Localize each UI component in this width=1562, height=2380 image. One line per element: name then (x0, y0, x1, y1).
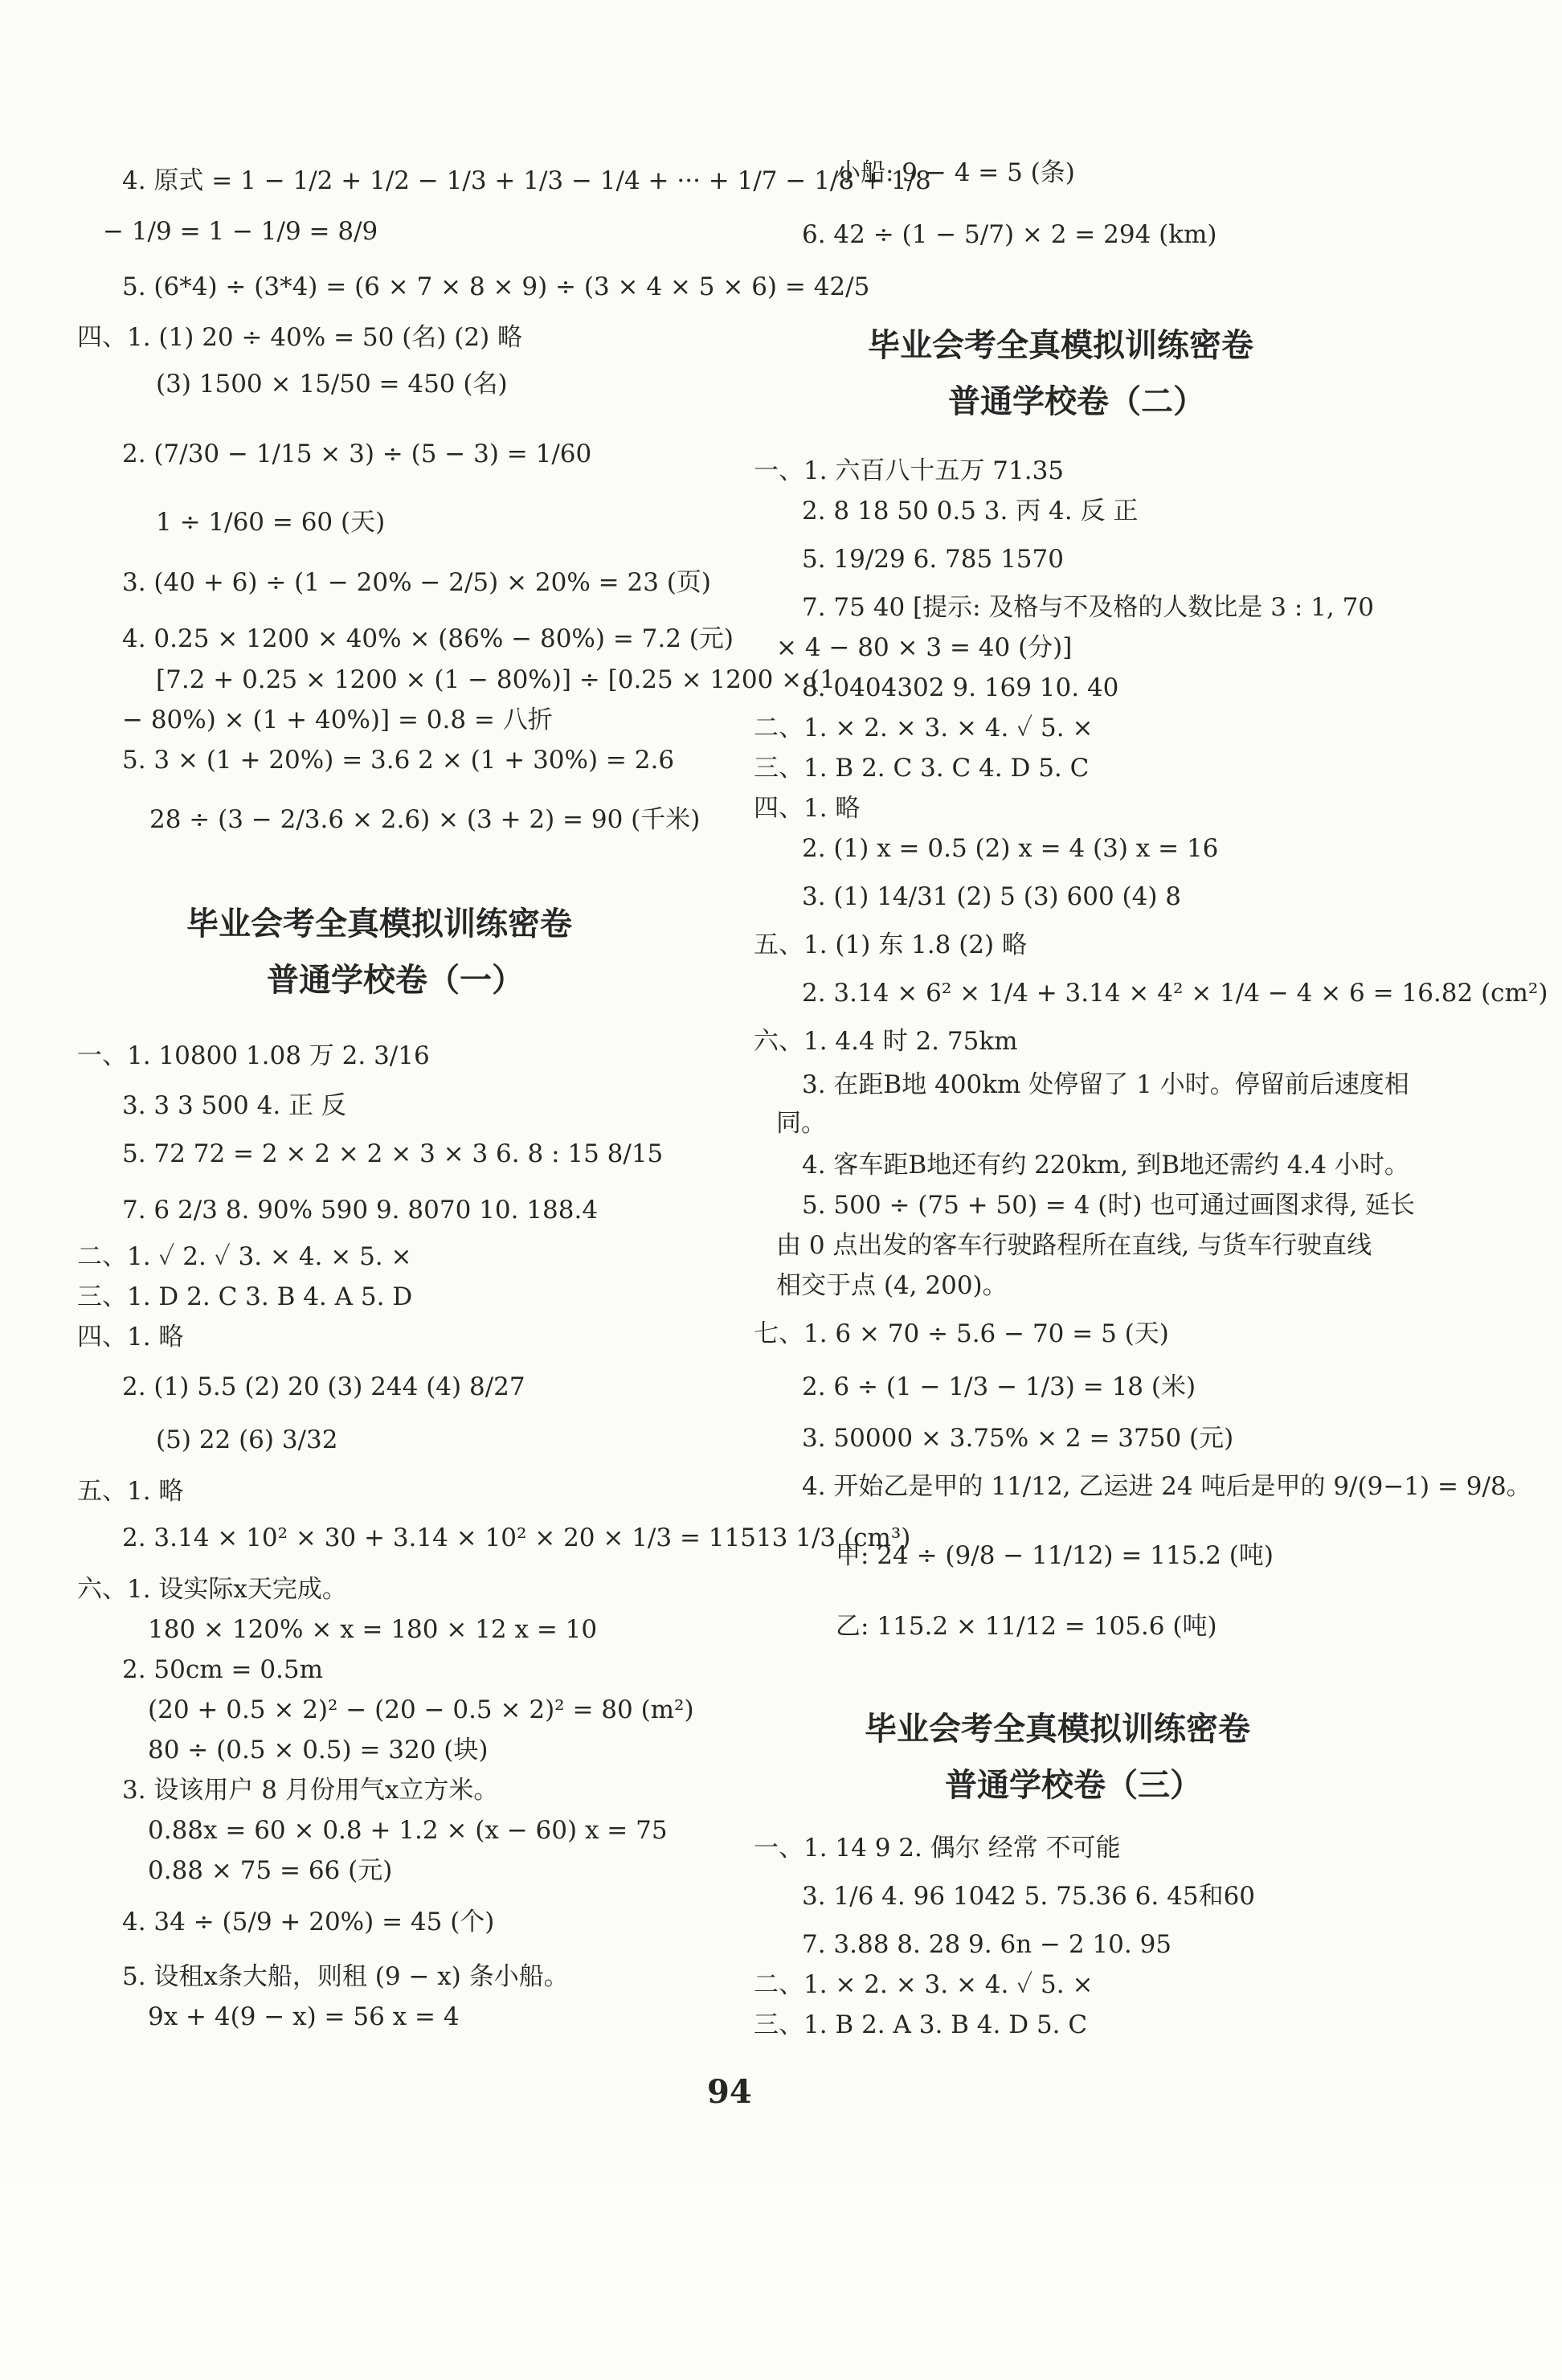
answer-line: 2. (1) x = 0.5 (2) x = 4 (3) x = 16 (802, 834, 1219, 863)
answer-line: [7.2 + 0.25 × 1200 × (1 − 80%)] ÷ [0.25 × 1200 × (1 (156, 665, 836, 694)
answer-line: 4. 开始乙是甲的 11/12, 乙运进 24 吨后是甲的 9/(9−1) = 9/8。 (802, 1472, 1531, 1501)
answer-line: 3. 1/6 4. 96 1042 5. 75.36 6. 45和60 (802, 1882, 1256, 1911)
answer-line: 3. 在距B地 400km 处停留了 1 小时。停留前后速度相 (802, 1070, 1409, 1099)
answer-line: 3. 3 3 500 4. 正 反 (122, 1091, 346, 1120)
answer-line: 2. (1) 5.5 (2) 20 (3) 244 (4) 8/27 (122, 1372, 525, 1401)
answer-line: 五、1. 略 (77, 1477, 184, 1506)
section-subheading: 普通学校卷（三） (945, 1767, 1202, 1804)
answer-line: 7. 3.88 8. 28 9. 6n − 2 10. 95 (802, 1930, 1172, 1959)
answer-line: 2. 50cm = 0.5m (122, 1655, 324, 1684)
answer-line: 相交于点 (4, 200)。 (776, 1271, 1008, 1300)
answer-line: 0.88 × 75 = 66 (元) (148, 1856, 393, 1885)
answer-line: 2. 6 ÷ (1 − 1/3 − 1/3) = 18 (米) (802, 1372, 1196, 1401)
answer-line: 80 ÷ (0.5 × 0.5) = 320 (块) (148, 1736, 489, 1765)
answer-line: 一、1. 14 9 2. 偶尔 经常 不可能 (754, 1834, 1121, 1863)
answer-line: 三、1. D 2. C 3. B 4. A 5. D (77, 1282, 413, 1311)
answer-line: 3. 设该用户 8 月份用气x立方米。 (122, 1776, 499, 1805)
answer-line: 七、1. 6 × 70 ÷ 5.6 − 70 = 5 (天) (754, 1319, 1169, 1348)
answer-line: 4. 客车距B地还有约 220km, 到B地还需约 4.4 小时。 (802, 1151, 1409, 1180)
answer-line: 二、1. ✓ 2. ✓ 3. × 4. × 5. × (77, 1242, 412, 1271)
answer-line: 6. 42 ÷ (1 − 5/7) × 2 = 294 (km) (802, 220, 1217, 249)
answer-line: 四、1. 略 (77, 1323, 184, 1352)
answer-line: 9x + 4(9 − x) = 56 x = 4 (148, 2002, 460, 2031)
answer-line: 8. 0404302 9. 169 10. 40 (802, 673, 1119, 702)
answer-line: 2. 8 18 50 0.5 3. 丙 4. 反 正 (802, 497, 1139, 525)
answer-line: 5. 19/29 6. 785 1570 (802, 545, 1064, 574)
answer-line: 1 ÷ 1/60 = 60 (天) (156, 508, 386, 537)
answer-line: 同。 (776, 1109, 826, 1138)
answer-line: 4. 34 ÷ (5/9 + 20%) = 45 (个) (122, 1908, 495, 1936)
answer-line: 5. 3 × (1 + 20%) = 3.6 2 × (1 + 30%) = 2.6 (122, 746, 675, 775)
answer-line: (3) 1500 × 15/50 = 450 (名) (156, 370, 508, 399)
answer-line: 甲: 24 ÷ (9/8 − 11/12) = 115.2 (吨) (836, 1541, 1274, 1570)
answer-line: 28 ÷ (3 − 2/3.6 × 2.6) × (3 + 2) = 90 (千米) (149, 805, 701, 834)
answer-line: 5. (6*4) ÷ (3*4) = (6 × 7 × 8 × 9) ÷ (3 × 4 × 5 × 6) = 42/5 (122, 272, 870, 301)
answer-line: 4. 0.25 × 1200 × 40% × (86% − 80%) = 7.2 (元) (122, 624, 734, 653)
answer-line: 由 0 点出发的客车行驶路程所在直线, 与货车行驶直线 (776, 1231, 1372, 1260)
answer-line: (20 + 0.5 × 2)² − (20 − 0.5 × 2)² = 80 (m²) (148, 1695, 694, 1724)
section-heading: 毕业会考全真模拟训练密卷 (868, 327, 1253, 364)
answer-line: 六、1. 4.4 时 2. 75km (754, 1027, 1018, 1056)
answer-line: 3. (1) 14/31 (2) 5 (3) 600 (4) 8 (802, 882, 1182, 911)
answer-line: 小船: 9 − 4 = 5 (条) (836, 158, 1075, 187)
answer-line: 7. 6 2/3 8. 90% 590 9. 8070 10. 188.4 (122, 1196, 599, 1225)
answer-line: 三、1. B 2. A 3. B 4. D 5. C (754, 2010, 1088, 2039)
answer-line: 四、1. 略 (754, 794, 861, 823)
answer-line: 2. 3.14 × 6² × 1/4 + 3.14 × 4² × 1/4 − 4 × 6 = 16.82 (cm²) (802, 979, 1548, 1008)
answer-line: − 1/9 = 1 − 1/9 = 8/9 (103, 217, 378, 246)
answer-line: 3. (40 + 6) ÷ (1 − 20% − 2/5) × 20% = 23 (页) (122, 568, 711, 597)
answer-line: 一、1. 10800 1.08 万 2. 3/16 (77, 1041, 430, 1070)
answer-line: 7. 75 40 [提示: 及格与不及格的人数比是 3 : 1, 70 (802, 593, 1375, 622)
answer-line: × 4 − 80 × 3 = 40 (分)] (776, 633, 1073, 662)
answer-line: 0.88x = 60 × 0.8 + 1.2 × (x − 60) x = 75 (148, 1816, 668, 1845)
answer-line: 2. 3.14 × 10² × 30 + 3.14 × 10² × 20 × 1/3 = 11513 1/3 (cm³) (122, 1523, 911, 1552)
section-subheading: 普通学校卷（二） (948, 383, 1205, 420)
answer-line: 六、1. 设实际x天完成。 (77, 1575, 347, 1604)
answer-line: 180 × 120% × x = 180 × 12 x = 10 (148, 1615, 598, 1644)
answer-line: 5. 500 ÷ (75 + 50) = 4 (时) 也可通过画图求得, 延长 (802, 1191, 1416, 1220)
answer-line: 2. (7/30 − 1/15 × 3) ÷ (5 − 3) = 1/60 (122, 440, 592, 468)
answer-line: 4. 原式 = 1 − 1/2 + 1/2 − 1/3 + 1/3 − 1/4 + ··· + 1/7 − 1/8 + 1/8 (122, 166, 931, 195)
answer-line: 五、1. (1) 东 1.8 (2) 略 (754, 930, 1027, 959)
answer-line: 乙: 115.2 × 11/12 = 105.6 (吨) (836, 1612, 1217, 1641)
section-heading: 毕业会考全真模拟训练密卷 (186, 906, 572, 943)
answer-line: 二、1. × 2. × 3. × 4. ✓ 5. × (754, 714, 1094, 742)
section-heading: 毕业会考全真模拟训练密卷 (865, 1711, 1250, 1748)
answer-line: 5. 设租x条大船，则租 (9 − x) 条小船。 (122, 1962, 569, 1991)
answer-line: 一、1. 六百八十五万 71.35 (754, 456, 1065, 485)
answer-line: 5. 72 72 = 2 × 2 × 2 × 3 × 3 6. 8 : 15 8/15 (122, 1139, 664, 1168)
answer-line: 四、1. (1) 20 ÷ 40% = 50 (名) (2) 略 (77, 323, 523, 352)
answer-line: − 80%) × (1 + 40%)] = 0.8 = 八折 (122, 705, 553, 734)
page-bottom-margin (0, 2186, 1562, 2380)
answer-line: (5) 22 (6) 3/32 (156, 1425, 338, 1454)
section-subheading: 普通学校卷（一） (267, 962, 524, 999)
answer-line: 3. 50000 × 3.75% × 2 = 3750 (元) (802, 1424, 1234, 1453)
answer-line: 三、1. B 2. C 3. C 4. D 5. C (754, 754, 1090, 783)
page-number: 94 (707, 2073, 752, 2111)
answer-line: 二、1. × 2. × 3. × 4. ✓ 5. × (754, 1970, 1094, 1999)
